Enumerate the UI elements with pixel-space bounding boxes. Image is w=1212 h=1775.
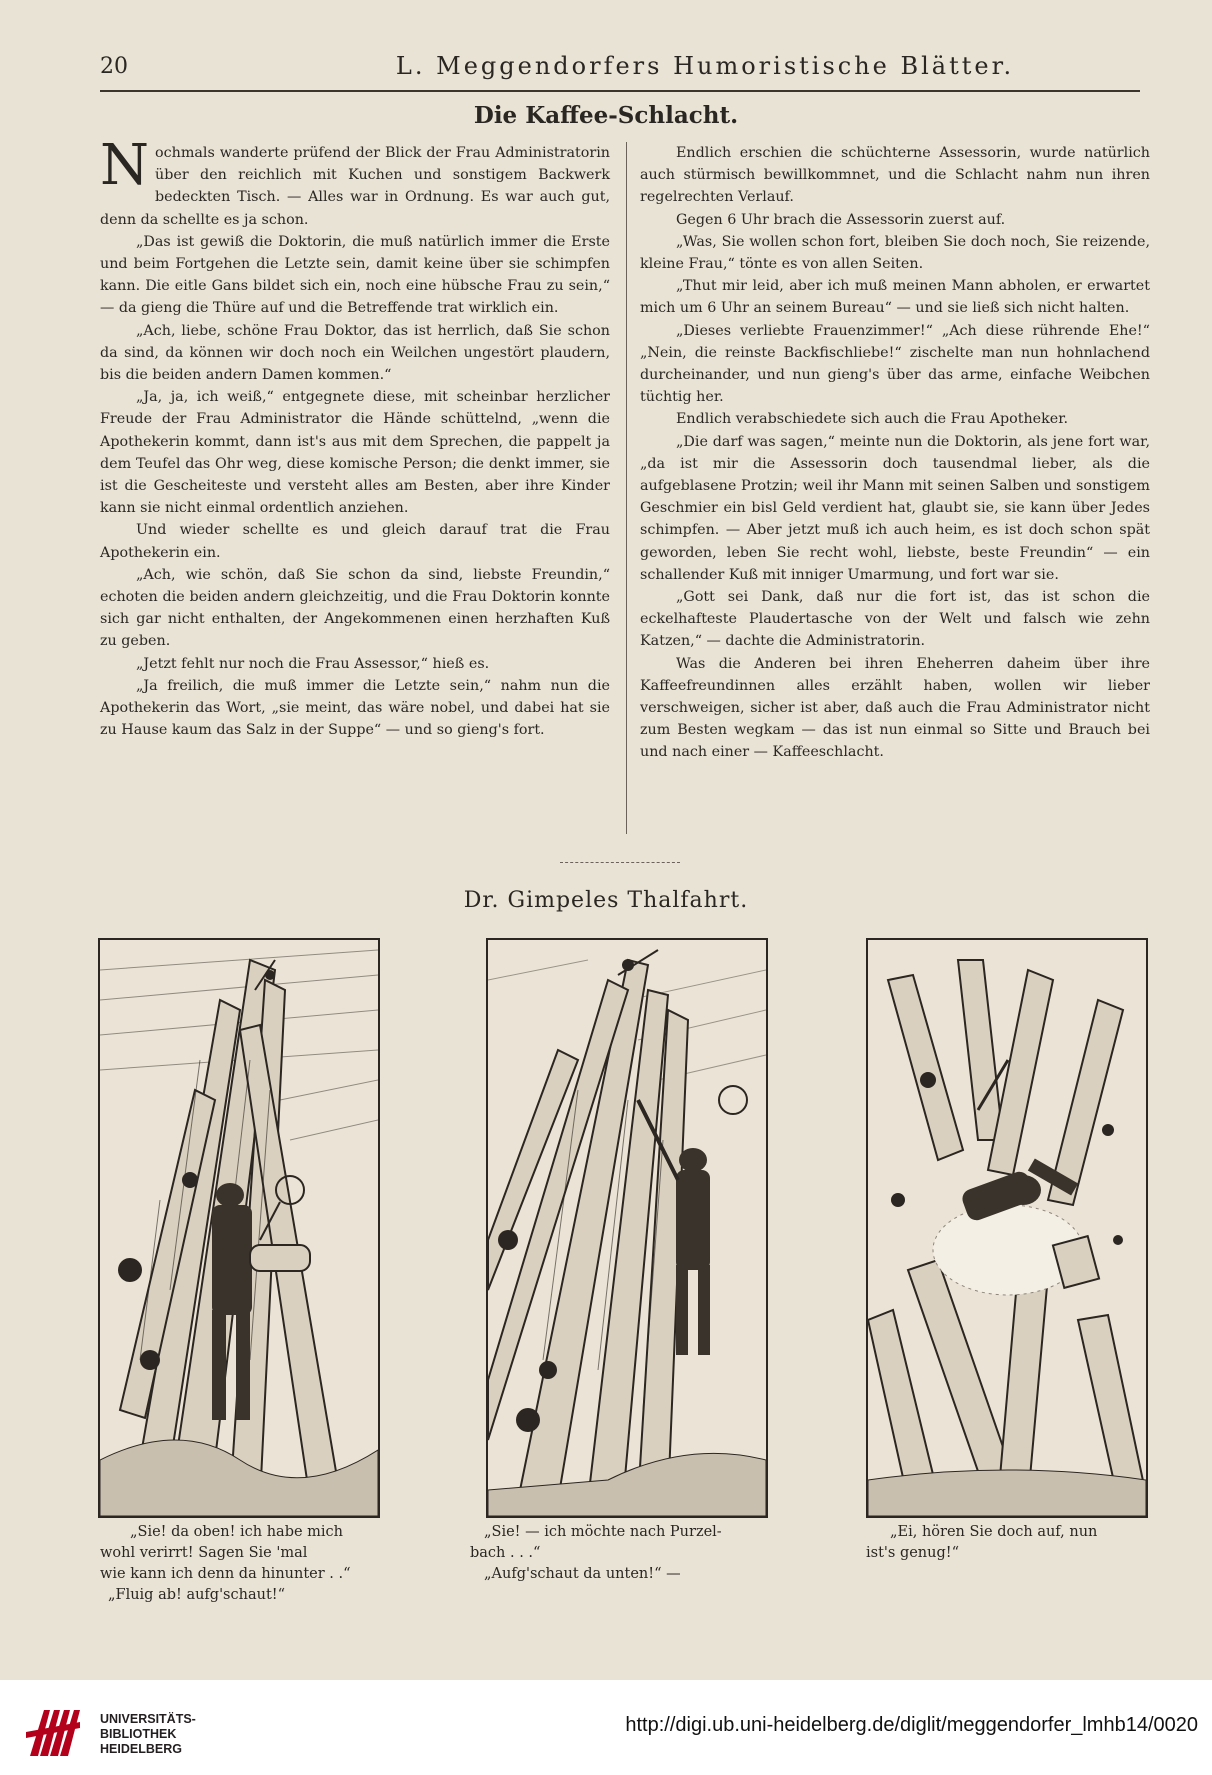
paragraph: Und wieder schellte es und gleich darauf trat die Frau Apothekerin ein.	[100, 522, 610, 561]
paragraph: „Jetzt fehlt nur noch die Frau Assessor,“ hieß es.	[136, 655, 490, 672]
caption-line: wohl verirrt! Sagen Sie 'mal	[100, 1545, 308, 1561]
header-rule	[100, 90, 1140, 92]
paragraph	[100, 133, 610, 231]
article-right-column	[640, 142, 1150, 764]
caption-line: wie kann ich denn da hinunter . .“	[100, 1566, 351, 1582]
library-name[interactable]	[100, 1712, 196, 1757]
paragraph: Gegen 6 Uhr brach die Assessorin zuerst auf.	[676, 211, 1006, 228]
caption-line: „Sie! da oben! ich habe mich	[130, 1524, 344, 1540]
article-title: Die Kaffee-Schlacht.	[473, 102, 739, 129]
source-url-link[interactable]: http://digi.ub.uni-heidelberg.de/diglit/meggendorfer_lmhb14/0020	[625, 1714, 1198, 1736]
paragraph: „Das ist gewiß die Doktorin, die muß natürlich immer die Erste und beim Fortgehen die Letzte sein, damit keine über sie schimpfen kann. Die eitle Gans bildet sich ein, noch eine hübsche Frau zu sein,“ — da gieng die Thüre auf und die Betreffende trat wirklich ein.	[100, 233, 610, 317]
paragraph: „Dieses verliebte Frauenzimmer!“ „Ach diese rührende Ehe!“ „Nein, die reinste Backfischliebe!“ zischelte man nun hohnlachend durcheinander, und nun gieng's über das arme, einfache Weibchen tüchtig her.	[640, 322, 1150, 406]
paragraph: „Was, Sie wollen schon fort, bleiben Sie doch noch, Sie reizende, kleine Frau,“ tönte es von allen Seiten.	[640, 233, 1150, 273]
section-separator	[560, 862, 680, 864]
library-name-line: HEIDELBERG	[100, 1742, 182, 1756]
paragraph: „Ach, liebe, schöne Frau Doktor, das ist herrlich, daß Sie schon da sind, da können wir doch noch ein Weilchen ungestört plaudern, bis die beiden andern Damen kommen.“	[100, 322, 610, 384]
drop-cap: N	[100, 133, 149, 198]
comic-panel-2	[486, 938, 768, 1518]
illustration-logs-rolling	[488, 940, 766, 1516]
page-header	[100, 48, 1130, 88]
caption-line: „Aufg'schaut da unten!“ —	[484, 1566, 681, 1582]
library-name-line: BIBLIOTHEK	[100, 1727, 177, 1741]
paragraph: Endlich erschien die schüchterne Assessorin, wurde natürlich auch stürmisch bewillkommnet, und die Schlacht nahm nun ihren regelrechten Verlauf.	[640, 145, 1150, 206]
paragraph: „Ja, ja, ich weiß,“ entgegnete diese, mit scheinbar herzlicher Freude der Frau Administrator die Hände schüttelnd, „wenn die Apothekerin kommt, dann ist's aus mit dem Sprechen, die pappelt ja dem Teufel das Ohr weg, diese komische Person; die denkt immer, sie ist die Gescheiteste und versteht alles am Besten, aber ihre Kinder kann sie nicht einmal ordentlich anziehen.	[100, 389, 610, 517]
illustration-log-slide-climber	[100, 940, 378, 1516]
caption-line: bach . . .“	[470, 1545, 541, 1561]
comic-panel-3	[866, 938, 1148, 1518]
comic-title: Dr. Gimpeles Thalfahrt.	[463, 888, 749, 913]
caption-line: „Ei, hören Sie doch auf, nun	[890, 1524, 1098, 1540]
paragraph: „Ja freilich, die muß immer die Letzte sein,“ nahm nun die Apothekerin das Wort, „sie meint, das wäre nobel, und dabei hat sie zu Hause kaum das Salz in der Suppe“ — und so gieng's fort.	[100, 677, 610, 739]
caption-line: „Sie! — ich möchte nach Purzel-	[484, 1524, 722, 1540]
running-title: L. Meggendorfers Humoristische Blätter.	[395, 52, 1015, 80]
paragraph: „Die darf was sagen,“ meinte nun die Doktorin, als jene fort war, „da ist mir die Assessorin doch tausendmal lieber, als die aufgeblasene Protzin; weil ihr Mann mit seinen Salben und sonstigem Geschmier ein bisl Geld verdient hat, glaubt sie, sie kann über Jedes schimpfen. — Aber jetzt muß ich auch heim, es ist doch schon spät geworden, leben Sie recht wohl, liebste, beste Freundin“ — ein schallender Kuß mit inniger Umarmung, und fort war sie.	[640, 433, 1150, 583]
paragraph: „Gott sei Dank, daß nur die fort ist, das ist schon die eckelhafteste Plaudertasche von der Welt und falsch wie zehn Katzen,“ — dachte die Administratorin.	[640, 589, 1150, 650]
article-left-column	[100, 133, 610, 741]
paragraph-text-rest: ochmals wanderte prüfend der Blick der Frau Administratorin über den reichlich mit Kuchen und sonstigem Backwerk bedeckten Tisch. — Alles war in Ordnung. Es war auch gut, denn da schellte es ja schon.	[100, 145, 610, 228]
footer-bar	[0, 1680, 1212, 1775]
paragraph: „Thut mir leid, aber ich muß meinen Mann abholen, er erwartet mich um 6 Uhr an seinem Bureau“ — und sie ließ sich nicht halten.	[640, 278, 1150, 317]
paragraph: Endlich verabschiedete sich auch die Frau Apotheker.	[676, 411, 1069, 428]
caption-line: „Fluig ab! aufg'schaut!“	[108, 1587, 286, 1603]
comic-caption-3	[866, 1522, 1146, 1564]
paragraph: Was die Anderen bei ihren Eheherren daheim über ihre Kaffeefreundinnen alles erzählt haben, wollen wir lieber verschweigen, sicher ist aber, daß auch die Frau Administrator nicht zum Besten wegkam — das ist nun einmal so Sitte und Brauch bei und nach einer — Kaffeeschlacht.	[640, 655, 1150, 761]
university-seal-icon	[22, 1702, 84, 1764]
library-name-line: UNIVERSITÄTS-	[100, 1712, 196, 1726]
illustration-crash	[868, 940, 1146, 1516]
comic-panel-1	[98, 938, 380, 1518]
paragraph: „Ach, wie schön, daß Sie schon da sind, liebste Freundin,“ echoten die beiden andern gleichzeitig, und die Frau Doktorin konnte sich gar nicht enthalten, der Angekommenen einen herzhaften Kuß zu geben.	[100, 566, 610, 650]
comic-caption-1	[100, 1522, 380, 1606]
page-number: 20	[100, 54, 128, 79]
column-divider	[626, 142, 627, 834]
comic-caption-2	[470, 1522, 770, 1585]
caption-line: ist's genug!“	[866, 1545, 960, 1561]
